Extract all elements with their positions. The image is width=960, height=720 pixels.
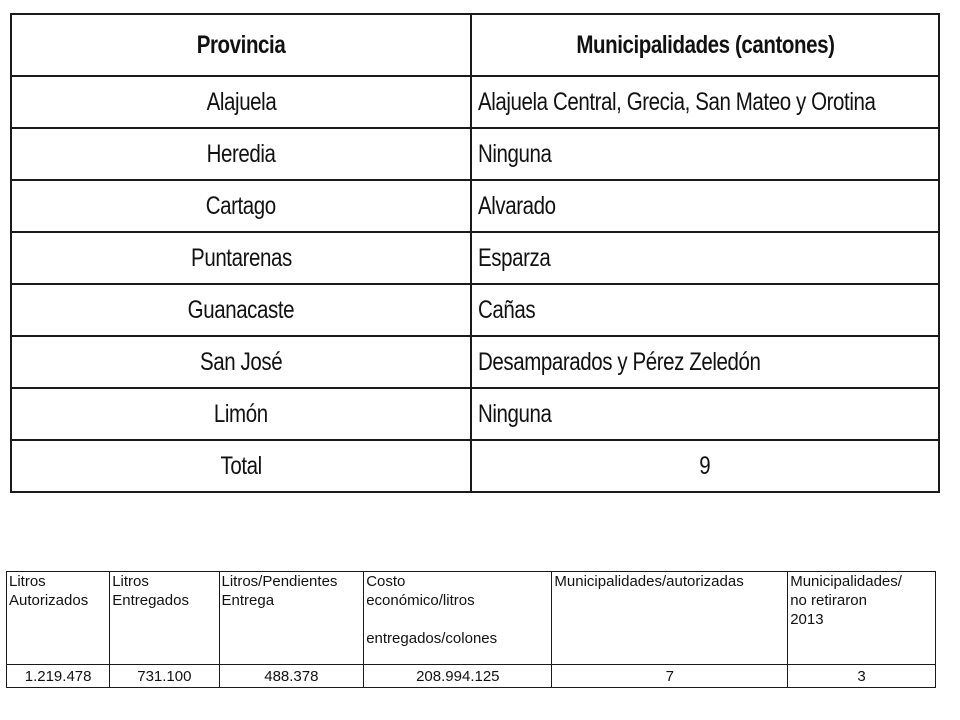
cell-municipalidades: Cañas bbox=[471, 284, 939, 336]
liters-table bbox=[6, 571, 936, 688]
cell-provincia: Heredia bbox=[11, 128, 471, 180]
total-label: Total bbox=[11, 440, 471, 492]
cell-municipalidades: Ninguna bbox=[471, 128, 939, 180]
value-litros-entregados: 731.100 bbox=[110, 665, 219, 688]
cell-municipalidades: Desamparados y Pérez Zeledón bbox=[471, 336, 939, 388]
total-row bbox=[11, 440, 939, 492]
value-municipalidades-autorizadas: 7 bbox=[552, 665, 788, 688]
table-row bbox=[11, 284, 939, 336]
table-row bbox=[11, 388, 939, 440]
liters-values-row bbox=[7, 665, 936, 688]
header-provincia: Provincia bbox=[11, 14, 471, 76]
table-row bbox=[11, 76, 939, 128]
cell-municipalidades: Ninguna bbox=[471, 388, 939, 440]
header-litros-pendientes: Litros/Pendientes Entrega bbox=[219, 572, 364, 665]
cell-provincia: Limón bbox=[11, 388, 471, 440]
table-row bbox=[11, 336, 939, 388]
value-costo: 208.994.125 bbox=[364, 665, 552, 688]
header-municipalidades-autorizadas: Municipalidades/autorizadas bbox=[552, 572, 788, 665]
header-litros-autorizados: Litros Autorizados bbox=[7, 572, 110, 665]
cell-provincia: Alajuela bbox=[11, 76, 471, 128]
provinces-table bbox=[10, 13, 940, 493]
cell-provincia: Puntarenas bbox=[11, 232, 471, 284]
table-header-row bbox=[11, 14, 939, 76]
value-litros-pendientes: 488.378 bbox=[219, 665, 364, 688]
header-no-retiraron: Municipalidades/ no retiraron 2013 bbox=[788, 572, 936, 665]
cell-provincia: San José bbox=[11, 336, 471, 388]
table-row bbox=[11, 128, 939, 180]
cell-municipalidades: Alvarado bbox=[471, 180, 939, 232]
cell-municipalidades: Alajuela Central, Grecia, San Mateo y Orotina bbox=[471, 76, 939, 128]
header-municipalidades: Municipalidades (cantones) bbox=[471, 14, 939, 76]
table-row bbox=[11, 232, 939, 284]
value-no-retiraron: 3 bbox=[788, 665, 936, 688]
table-row bbox=[11, 180, 939, 232]
header-costo: Costo económico/litros entregados/colones bbox=[364, 572, 552, 665]
cell-provincia: Cartago bbox=[11, 180, 471, 232]
liters-header-row bbox=[7, 572, 936, 665]
total-value: 9 bbox=[471, 440, 939, 492]
header-litros-entregados: Litros Entregados bbox=[110, 572, 219, 665]
cell-municipalidades: Esparza bbox=[471, 232, 939, 284]
value-litros-autorizados: 1.219.478 bbox=[7, 665, 110, 688]
cell-provincia: Guanacaste bbox=[11, 284, 471, 336]
